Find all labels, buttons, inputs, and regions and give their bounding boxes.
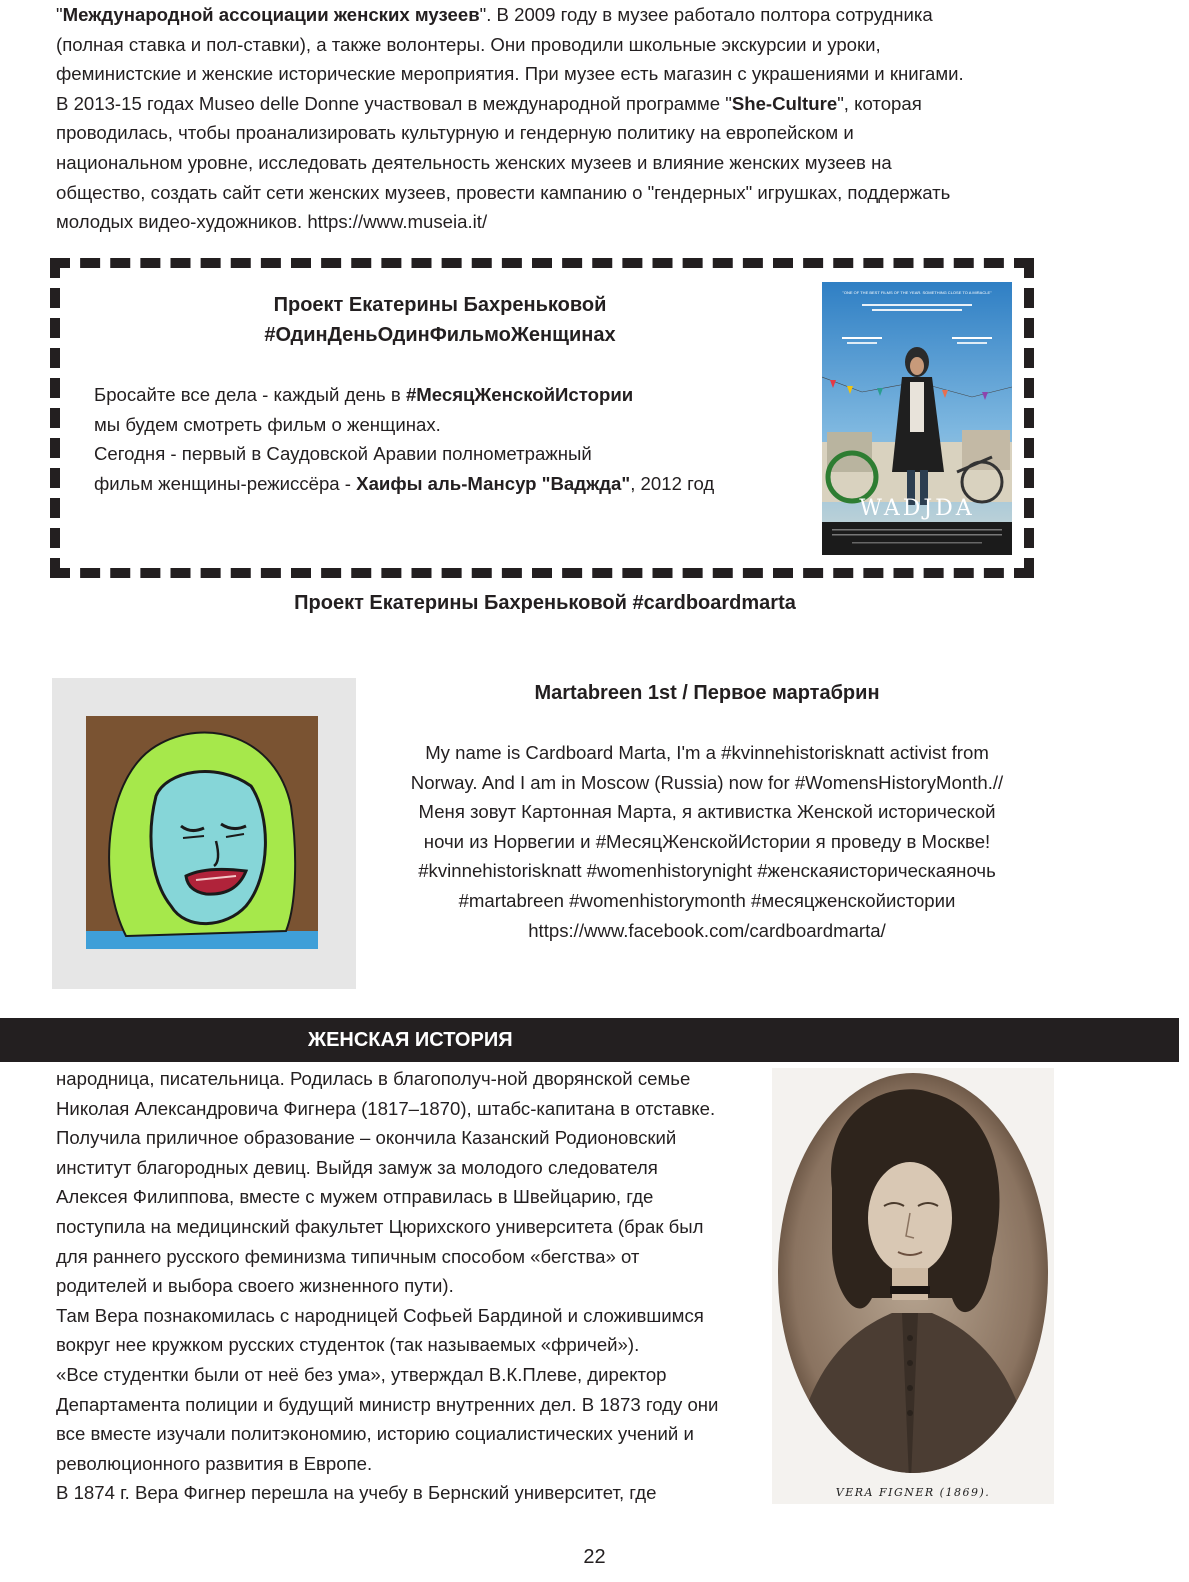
film-text-run: #МесяцЖенскойИстории — [405, 384, 634, 405]
intro-text-run: молодых видео-художников. https://www.museia.it/ — [56, 211, 488, 233]
marta-line-3: Меня зовут Картонная Марта, я активистка Женской исторической — [418, 801, 996, 823]
intro-line-3 — [56, 59, 1056, 89]
bio-line: все вместе изучали политэкономию, историю социалистических учений и — [56, 1423, 694, 1445]
page-number: 22 — [583, 1546, 606, 1568]
intro-text-run: " — [56, 4, 63, 25]
bio-line: институт благородных девиц. Выйдя замуж за молодого следователя — [56, 1156, 658, 1178]
intro-text-run: В 2013-15 годах Museo delle Donne участвовал в международной программе " — [56, 92, 732, 114]
section-header-bar — [0, 1018, 1179, 1062]
bio-line: для раннего русского феминизма типичным способом «бегства» от — [56, 1245, 640, 1267]
bio-line: В 1874 г. Вера Фигнер перешла на учебу в Бернский университет, где — [56, 1482, 657, 1504]
bio-line: Алексея Филиппова, вместе с мужем отправилась в Швейцарию, где — [56, 1186, 654, 1208]
vera-figner-portrait — [772, 1068, 1054, 1504]
bio-line: Получила приличное образование – окончила Казанский Родионовский — [56, 1127, 677, 1149]
film-text-run: фильм женщины-режиссёра - — [94, 472, 357, 494]
intro-text-run: национальном уровне, исследовать деятельность женских музеев и влияние женских музеев на — [56, 151, 892, 173]
film-title-line-1: Проект Екатерины Бахреньковой — [273, 294, 607, 316]
bio-line: родителей и выбора своего жизненного пути). — [56, 1275, 454, 1297]
intro-line-8 — [56, 207, 1056, 237]
portrait-caption: VERA FIGNER (1869). — [835, 1486, 991, 1499]
cardboard-project-heading: Проект Екатерины Бахреньковой #cardboardmarta — [294, 592, 796, 614]
film-project-title — [200, 290, 680, 350]
marta-line-6: #martabreen #womenhistorymonth #месяцженскойистории — [458, 889, 956, 911]
poster-title: WADJDA — [859, 496, 975, 521]
film-line-1 — [94, 380, 794, 410]
figner-biography — [56, 1064, 776, 1508]
bio-line: Там Вера познакомилась с народницей Софьей Бардиной и сложившимся — [56, 1304, 704, 1326]
bio-line: Николая Александровича Фигнера (1817–1870), штабс-капитана в отставке. — [56, 1097, 716, 1119]
bio-line: народница, писательница. Родилась в благополуч-ной дворянской семье — [56, 1068, 691, 1089]
poster-quote: "ONE OF THE BEST FILMS OF THE YEAR. SOMETHING CLOSE TO A MIRACLE" — [842, 290, 992, 295]
film-title-line-2: #ОдинДеньОдинФильмоЖенщинах — [264, 324, 616, 346]
cardboard-marta-image — [86, 716, 318, 949]
intro-line-2 — [56, 30, 1056, 60]
film-project-text — [94, 380, 794, 498]
film-line-4 — [94, 469, 794, 499]
intro-line-4 — [56, 89, 1056, 119]
intro-text-run: ". В 2009 году в музее работало полтора сотрудника — [479, 4, 933, 25]
intro-text-run: общество, создать сайт сети женских музеев, провести кампанию о "гендерных" игрушках, поддержать — [56, 181, 951, 203]
film-text-run: Сегодня - первый в Саудовской Аравии полнометражный — [94, 443, 592, 465]
marta-line-5: #kvinnehistorisknatt #womenhistorynight #женскаяисторическаяночь — [418, 860, 996, 882]
bio-line: «Все студентки были от неё без ума», утверждал В.К.Плеве, директор — [56, 1363, 667, 1385]
bio-line: революционного развития в Европе. — [56, 1452, 373, 1474]
bio-line: вокруг нее кружком русских студенток (так называемых «фричей»). — [56, 1334, 640, 1356]
intro-line-5 — [56, 118, 1056, 148]
bio-line: Департамента полиции и будущий министр внутренних дел. В 1873 году они — [56, 1393, 719, 1415]
marta-line-1: My name is Cardboard Marta, I'm a #kvinnehistorisknatt activist from — [425, 742, 989, 763]
film-text-run: Бросайте все дела - каждый день в — [94, 384, 406, 405]
intro-text-run: феминистские и женские исторические мероприятия. При музее есть магазин с украшениями и книгами. — [56, 63, 964, 85]
intro-text-run: проводилась, чтобы проанализировать культурную и гендерную политику на европейском и — [56, 122, 854, 144]
section-header-title: ЖЕНСКАЯ ИСТОРИЯ — [308, 1029, 513, 1051]
film-line-2 — [94, 410, 794, 440]
marta-line-2: Norway. And I am in Moscow (Russia) now for #WomensHistoryMonth.// — [410, 771, 1004, 793]
intro-text-run: Международной ассоциации женских музеев — [62, 4, 480, 25]
film-text-run: , 2012 год — [630, 472, 715, 494]
martabreen-text — [384, 738, 1030, 945]
intro-line-1 — [56, 0, 1056, 30]
bio-line: поступила на медицинский факультет Цюрихского университета (брак был — [56, 1215, 704, 1237]
intro-text-run: ", которая — [837, 92, 922, 114]
marta-line-4: ночи из Норвегии и #МесяцЖенскойИстории я проведу в Москве! — [423, 830, 991, 852]
martabreen-title: Martabreen 1st / Первое мартабрин — [534, 682, 880, 704]
film-text-run: Хаифы аль-Мансур "Ваджда" — [356, 472, 631, 494]
intro-text-run: She-Culture — [731, 92, 838, 114]
film-line-3 — [94, 439, 794, 469]
intro-text-run: (полная ставка и пол-ставки), а также волонтеры. Они проводили школьные экскурсии и уроки, — [56, 33, 881, 55]
intro-paragraph — [56, 0, 1056, 237]
intro-line-6 — [56, 148, 1056, 178]
intro-line-7 — [56, 178, 1056, 208]
marta-facebook-link[interactable]: https://www.facebook.com/cardboardmarta/ — [528, 919, 886, 941]
film-text-run: мы будем смотреть фильм о женщинах. — [94, 413, 441, 435]
wadjda-poster-image — [822, 282, 1012, 555]
